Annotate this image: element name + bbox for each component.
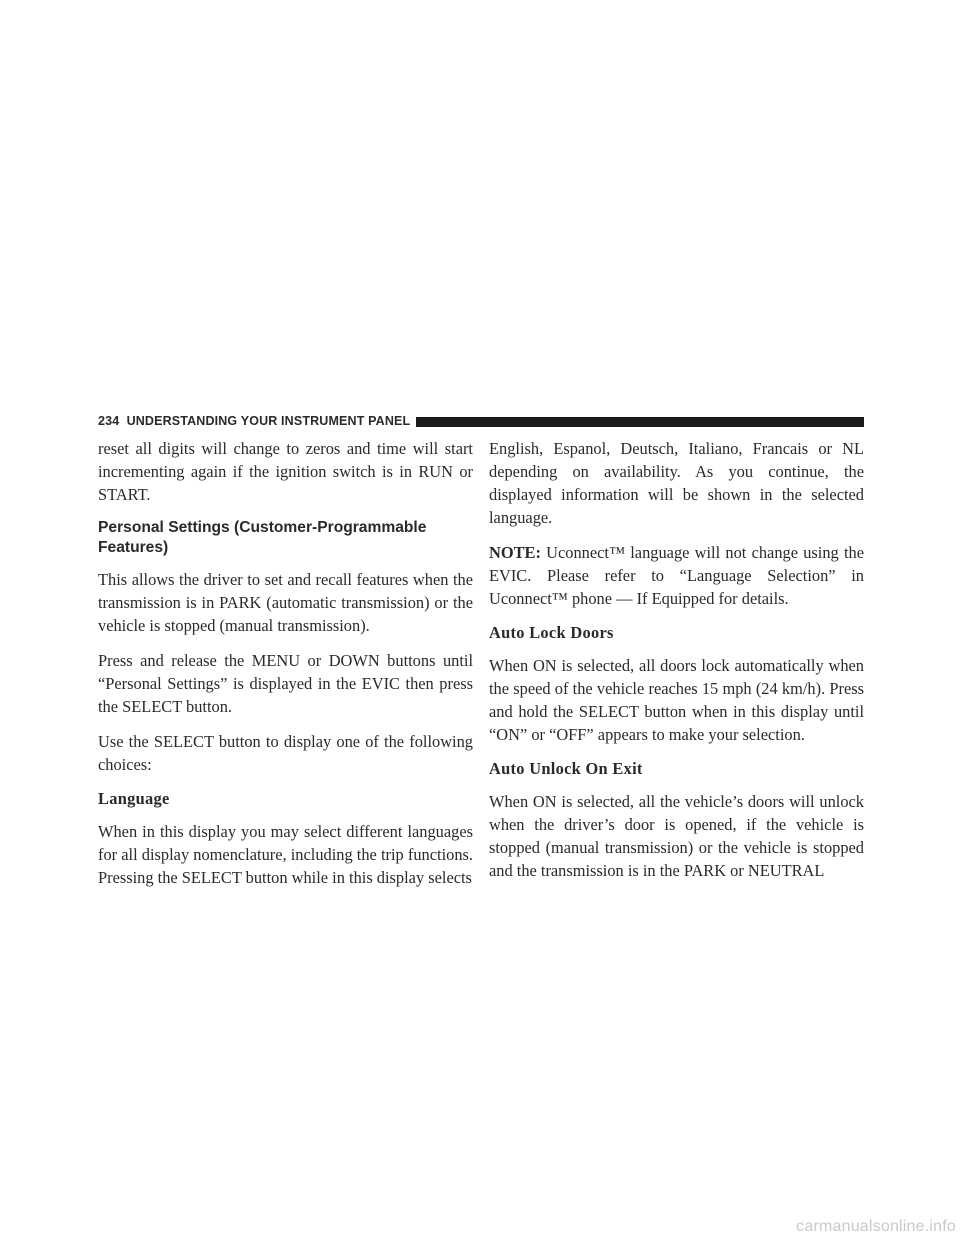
heading-personal-settings: Personal Settings (Customer-Programmable Features) [98, 519, 427, 556]
paragraph-personal-settings-intro: This allows the driver to set and recall features when the transmission is in PARK (automatic transmission) or the vehicle is stopped (manual transmission). [98, 570, 473, 635]
watermark-link[interactable]: carmanualsonline.info [796, 1218, 956, 1235]
paragraph-language-options: English, Espanol, Deutsch, Italiano, Francais or NL depending on availability. As you continue, the displayed information will be shown in the selected language. [489, 439, 864, 527]
note-label: NOTE: [489, 543, 541, 562]
note-text: Uconnect™ language will not change using the EVIC. Please refer to “Language Selection” in Uconnect™ phone — If Equipped for details. [489, 543, 864, 608]
subheading-language: Language [98, 789, 170, 808]
subheading-auto-lock-doors: Auto Lock Doors [489, 623, 614, 642]
page-number: 234 [98, 414, 120, 428]
running-header [98, 414, 864, 429]
subheading-auto-unlock-on-exit: Auto Unlock On Exit [489, 759, 643, 778]
paragraph-auto-lock: When ON is selected, all doors lock automatically when the speed of the vehicle reaches 15 mph (24 km/h). Press and hold the SELECT button when in this display until “ON” or “OFF” appears to make your selection. [489, 656, 864, 744]
right-column [489, 437, 864, 894]
paragraph-select-choices: Use the SELECT button to display one of the following choices: [98, 732, 473, 774]
paragraph-menu-instructions: Press and release the MENU or DOWN buttons until “Personal Settings” is displayed in the EVIC then press the SELECT button. [98, 651, 473, 716]
paragraph-auto-unlock: When ON is selected, all the vehicle’s doors will unlock when the driver’s door is opened, if the vehicle is stopped (manual transmission) or the vehicle is stopped and the transmission is in the PARK or NEUTRAL [489, 792, 864, 880]
note-paragraph [489, 541, 864, 610]
paragraph-reset-digits: reset all digits will change to zeros and time will start incrementing again if the ignition switch is in RUN or START. [98, 439, 473, 504]
section-title: UNDERSTANDING YOUR INSTRUMENT PANEL [126, 414, 411, 428]
paragraph-language: When in this display you may select different languages for all display nomenclature, including the trip functions. Pressing the SELECT button while in this display selects [98, 822, 473, 887]
left-column [98, 437, 473, 901]
header-label [98, 413, 416, 429]
